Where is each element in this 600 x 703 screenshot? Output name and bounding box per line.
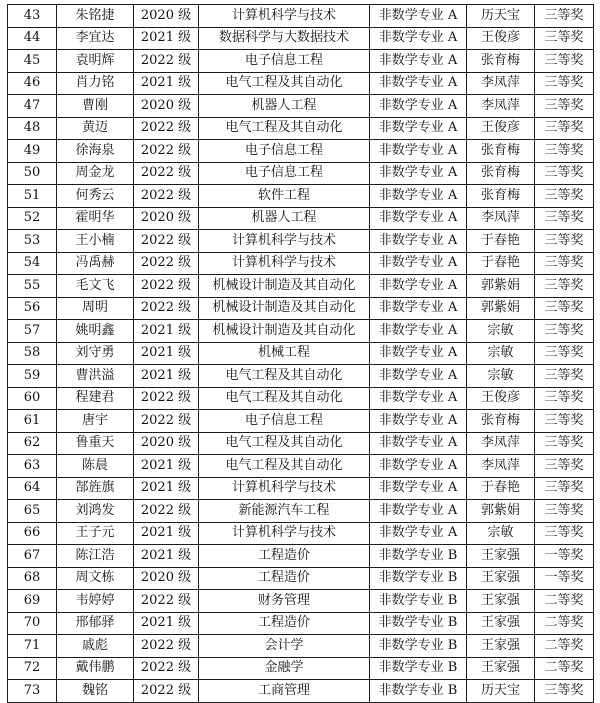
student-name-cell: 韦婷婷 bbox=[57, 590, 134, 613]
table-row bbox=[8, 477, 594, 500]
competition-group-cell: 非数学专业 B bbox=[370, 657, 467, 680]
competition-group-cell: 非数学专业 A bbox=[370, 162, 467, 185]
award-level-cell: 三等奖 bbox=[535, 5, 594, 28]
major-cell: 新能源汽车工程 bbox=[199, 500, 370, 523]
grade-cell: 2022 级 bbox=[134, 657, 199, 680]
competition-group-cell: 非数学专业 A bbox=[370, 27, 467, 50]
award-level-cell: 二等奖 bbox=[535, 590, 594, 613]
table-row bbox=[8, 140, 594, 163]
student-name-cell: 李宜达 bbox=[57, 27, 134, 50]
major-cell: 计算机科学与技术 bbox=[199, 230, 370, 253]
competition-group-cell: 非数学专业 A bbox=[370, 500, 467, 523]
award-level-cell: 三等奖 bbox=[535, 230, 594, 253]
table-row bbox=[8, 567, 594, 590]
award-level-cell: 二等奖 bbox=[535, 657, 594, 680]
student-name-cell: 程建君 bbox=[57, 387, 134, 410]
student-name-cell: 姚明鑫 bbox=[57, 320, 134, 343]
serial-number-cell: 48 bbox=[8, 117, 57, 140]
competition-group-cell: 非数学专业 A bbox=[370, 522, 467, 545]
student-name-cell: 徐海泉 bbox=[57, 140, 134, 163]
student-name-cell: 刘鸿发 bbox=[57, 500, 134, 523]
serial-number-cell: 65 bbox=[8, 500, 57, 523]
serial-number-cell: 59 bbox=[8, 365, 57, 388]
award-level-cell: 二等奖 bbox=[535, 635, 594, 658]
grade-cell: 2022 级 bbox=[134, 252, 199, 275]
serial-number-cell: 56 bbox=[8, 297, 57, 320]
award-level-cell: 三等奖 bbox=[535, 455, 594, 478]
advisor-cell: 宗敏 bbox=[467, 320, 535, 343]
serial-number-cell: 73 bbox=[8, 680, 57, 703]
award-level-cell: 三等奖 bbox=[535, 72, 594, 95]
award-level-cell: 三等奖 bbox=[535, 387, 594, 410]
table-row bbox=[8, 162, 594, 185]
competition-group-cell: 非数学专业 A bbox=[370, 252, 467, 275]
student-name-cell: 陈江浩 bbox=[57, 545, 134, 568]
major-cell: 机械工程 bbox=[199, 342, 370, 365]
advisor-cell: 王俊彦 bbox=[467, 117, 535, 140]
student-name-cell: 魏铭 bbox=[57, 680, 134, 703]
award-level-cell: 三等奖 bbox=[535, 140, 594, 163]
competition-group-cell: 非数学专业 A bbox=[370, 477, 467, 500]
advisor-cell: 张育梅 bbox=[467, 410, 535, 433]
award-level-cell: 三等奖 bbox=[535, 477, 594, 500]
competition-group-cell: 非数学专业 B bbox=[370, 545, 467, 568]
advisor-cell: 张育梅 bbox=[467, 162, 535, 185]
serial-number-cell: 63 bbox=[8, 455, 57, 478]
advisor-cell: 张育梅 bbox=[467, 140, 535, 163]
student-name-cell: 周明 bbox=[57, 297, 134, 320]
competition-group-cell: 非数学专业 A bbox=[370, 365, 467, 388]
grade-cell: 2020 级 bbox=[134, 567, 199, 590]
grade-cell: 2022 级 bbox=[134, 275, 199, 298]
serial-number-cell: 58 bbox=[8, 342, 57, 365]
major-cell: 工商管理 bbox=[199, 680, 370, 703]
competition-group-cell: 非数学专业 A bbox=[370, 432, 467, 455]
award-level-cell: 三等奖 bbox=[535, 252, 594, 275]
serial-number-cell: 67 bbox=[8, 545, 57, 568]
award-level-cell: 三等奖 bbox=[535, 320, 594, 343]
advisor-cell: 王家强 bbox=[467, 657, 535, 680]
grade-cell: 2022 级 bbox=[134, 387, 199, 410]
serial-number-cell: 52 bbox=[8, 207, 57, 230]
table-row bbox=[8, 207, 594, 230]
student-name-cell: 陈晨 bbox=[57, 455, 134, 478]
major-cell: 电气工程及其自动化 bbox=[199, 387, 370, 410]
grade-cell: 2020 级 bbox=[134, 432, 199, 455]
grade-cell: 2022 级 bbox=[134, 297, 199, 320]
advisor-cell: 宗敏 bbox=[467, 365, 535, 388]
major-cell: 数据科学与大数据技术 bbox=[199, 27, 370, 50]
competition-group-cell: 非数学专业 A bbox=[370, 410, 467, 433]
table-row bbox=[8, 117, 594, 140]
major-cell: 软件工程 bbox=[199, 185, 370, 208]
major-cell: 电子信息工程 bbox=[199, 50, 370, 73]
table-row bbox=[8, 50, 594, 73]
advisor-cell: 历天宝 bbox=[467, 680, 535, 703]
award-table-body bbox=[8, 5, 594, 703]
grade-cell: 2022 级 bbox=[134, 50, 199, 73]
competition-group-cell: 非数学专业 A bbox=[370, 185, 467, 208]
student-name-cell: 王子元 bbox=[57, 522, 134, 545]
serial-number-cell: 66 bbox=[8, 522, 57, 545]
grade-cell: 2021 级 bbox=[134, 612, 199, 635]
serial-number-cell: 60 bbox=[8, 387, 57, 410]
advisor-cell: 郭紫娟 bbox=[467, 500, 535, 523]
serial-number-cell: 72 bbox=[8, 657, 57, 680]
serial-number-cell: 51 bbox=[8, 185, 57, 208]
award-level-cell: 三等奖 bbox=[535, 410, 594, 433]
major-cell: 计算机科学与技术 bbox=[199, 5, 370, 28]
major-cell: 机械设计制造及其自动化 bbox=[199, 275, 370, 298]
student-name-cell: 鲁重天 bbox=[57, 432, 134, 455]
competition-group-cell: 非数学专业 A bbox=[370, 342, 467, 365]
competition-group-cell: 非数学专业 B bbox=[370, 635, 467, 658]
advisor-cell: 张育梅 bbox=[467, 50, 535, 73]
table-row bbox=[8, 95, 594, 118]
student-name-cell: 戴伟鹏 bbox=[57, 657, 134, 680]
advisor-cell: 郭紫娟 bbox=[467, 297, 535, 320]
competition-group-cell: 非数学专业 A bbox=[370, 275, 467, 298]
competition-group-cell: 非数学专业 A bbox=[370, 455, 467, 478]
competition-group-cell: 非数学专业 A bbox=[370, 140, 467, 163]
student-name-cell: 刘守勇 bbox=[57, 342, 134, 365]
competition-group-cell: 非数学专业 A bbox=[370, 5, 467, 28]
major-cell: 电气工程及其自动化 bbox=[199, 432, 370, 455]
table-row bbox=[8, 657, 594, 680]
grade-cell: 2022 级 bbox=[134, 140, 199, 163]
award-level-cell: 三等奖 bbox=[535, 50, 594, 73]
table-row bbox=[8, 545, 594, 568]
advisor-cell: 郭紫娟 bbox=[467, 275, 535, 298]
serial-number-cell: 47 bbox=[8, 95, 57, 118]
award-level-cell: 三等奖 bbox=[535, 275, 594, 298]
award-level-cell: 一等奖 bbox=[535, 567, 594, 590]
serial-number-cell: 70 bbox=[8, 612, 57, 635]
grade-cell: 2021 级 bbox=[134, 545, 199, 568]
table-row bbox=[8, 500, 594, 523]
award-list-sheet bbox=[7, 4, 593, 703]
award-table bbox=[7, 4, 594, 703]
table-row bbox=[8, 455, 594, 478]
grade-cell: 2021 级 bbox=[134, 477, 199, 500]
table-row bbox=[8, 365, 594, 388]
competition-group-cell: 非数学专业 B bbox=[370, 612, 467, 635]
award-level-cell: 三等奖 bbox=[535, 297, 594, 320]
major-cell: 工程造价 bbox=[199, 567, 370, 590]
table-row bbox=[8, 72, 594, 95]
table-row bbox=[8, 387, 594, 410]
serial-number-cell: 71 bbox=[8, 635, 57, 658]
advisor-cell: 于春艳 bbox=[467, 230, 535, 253]
advisor-cell: 王俊彦 bbox=[467, 387, 535, 410]
advisor-cell: 宗敏 bbox=[467, 522, 535, 545]
award-level-cell: 三等奖 bbox=[535, 522, 594, 545]
student-name-cell: 冯禹赫 bbox=[57, 252, 134, 275]
student-name-cell: 唐宇 bbox=[57, 410, 134, 433]
student-name-cell: 袁明辉 bbox=[57, 50, 134, 73]
advisor-cell: 张育梅 bbox=[467, 185, 535, 208]
serial-number-cell: 50 bbox=[8, 162, 57, 185]
competition-group-cell: 非数学专业 B bbox=[370, 590, 467, 613]
student-name-cell: 曹洪溢 bbox=[57, 365, 134, 388]
table-row bbox=[8, 252, 594, 275]
major-cell: 机器人工程 bbox=[199, 95, 370, 118]
serial-number-cell: 64 bbox=[8, 477, 57, 500]
serial-number-cell: 55 bbox=[8, 275, 57, 298]
major-cell: 电气工程及其自动化 bbox=[199, 455, 370, 478]
grade-cell: 2020 级 bbox=[134, 95, 199, 118]
advisor-cell: 历天宝 bbox=[467, 5, 535, 28]
grade-cell: 2022 级 bbox=[134, 185, 199, 208]
serial-number-cell: 57 bbox=[8, 320, 57, 343]
major-cell: 计算机科学与技术 bbox=[199, 252, 370, 275]
competition-group-cell: 非数学专业 A bbox=[370, 95, 467, 118]
major-cell: 电子信息工程 bbox=[199, 410, 370, 433]
serial-number-cell: 45 bbox=[8, 50, 57, 73]
serial-number-cell: 54 bbox=[8, 252, 57, 275]
competition-group-cell: 非数学专业 A bbox=[370, 117, 467, 140]
student-name-cell: 郜旌旗 bbox=[57, 477, 134, 500]
competition-group-cell: 非数学专业 A bbox=[370, 297, 467, 320]
student-name-cell: 霍明华 bbox=[57, 207, 134, 230]
major-cell: 电气工程及其自动化 bbox=[199, 117, 370, 140]
award-level-cell: 三等奖 bbox=[535, 185, 594, 208]
award-level-cell: 三等奖 bbox=[535, 342, 594, 365]
student-name-cell: 戚彪 bbox=[57, 635, 134, 658]
grade-cell: 2022 级 bbox=[134, 680, 199, 703]
advisor-cell: 王家强 bbox=[467, 612, 535, 635]
table-row bbox=[8, 410, 594, 433]
grade-cell: 2021 级 bbox=[134, 342, 199, 365]
advisor-cell: 王俊彦 bbox=[467, 27, 535, 50]
major-cell: 金融学 bbox=[199, 657, 370, 680]
major-cell: 会计学 bbox=[199, 635, 370, 658]
award-level-cell: 三等奖 bbox=[535, 680, 594, 703]
major-cell: 财务管理 bbox=[199, 590, 370, 613]
grade-cell: 2021 级 bbox=[134, 522, 199, 545]
competition-group-cell: 非数学专业 A bbox=[370, 72, 467, 95]
table-row bbox=[8, 342, 594, 365]
table-row bbox=[8, 27, 594, 50]
competition-group-cell: 非数学专业 B bbox=[370, 680, 467, 703]
student-name-cell: 王小楠 bbox=[57, 230, 134, 253]
competition-group-cell: 非数学专业 A bbox=[370, 387, 467, 410]
award-level-cell: 三等奖 bbox=[535, 365, 594, 388]
student-name-cell: 周金龙 bbox=[57, 162, 134, 185]
competition-group-cell: 非数学专业 A bbox=[370, 207, 467, 230]
grade-cell: 2021 级 bbox=[134, 320, 199, 343]
competition-group-cell: 非数学专业 A bbox=[370, 50, 467, 73]
serial-number-cell: 53 bbox=[8, 230, 57, 253]
award-level-cell: 三等奖 bbox=[535, 27, 594, 50]
advisor-cell: 王家强 bbox=[467, 545, 535, 568]
advisor-cell: 李凤萍 bbox=[467, 72, 535, 95]
grade-cell: 2021 级 bbox=[134, 72, 199, 95]
grade-cell: 2020 级 bbox=[134, 5, 199, 28]
table-row bbox=[8, 320, 594, 343]
table-row bbox=[8, 185, 594, 208]
competition-group-cell: 非数学专业 A bbox=[370, 320, 467, 343]
serial-number-cell: 68 bbox=[8, 567, 57, 590]
award-level-cell: 三等奖 bbox=[535, 117, 594, 140]
advisor-cell: 李凤萍 bbox=[467, 455, 535, 478]
table-row bbox=[8, 590, 594, 613]
serial-number-cell: 61 bbox=[8, 410, 57, 433]
advisor-cell: 王家强 bbox=[467, 635, 535, 658]
serial-number-cell: 43 bbox=[8, 5, 57, 28]
award-level-cell: 三等奖 bbox=[535, 162, 594, 185]
major-cell: 工程造价 bbox=[199, 545, 370, 568]
grade-cell: 2022 级 bbox=[134, 635, 199, 658]
advisor-cell: 李凤萍 bbox=[467, 207, 535, 230]
grade-cell: 2020 级 bbox=[134, 207, 199, 230]
serial-number-cell: 62 bbox=[8, 432, 57, 455]
table-row bbox=[8, 522, 594, 545]
award-level-cell: 一等奖 bbox=[535, 545, 594, 568]
student-name-cell: 周文栋 bbox=[57, 567, 134, 590]
advisor-cell: 王家强 bbox=[467, 590, 535, 613]
student-name-cell: 毛文飞 bbox=[57, 275, 134, 298]
grade-cell: 2022 级 bbox=[134, 410, 199, 433]
table-row bbox=[8, 230, 594, 253]
serial-number-cell: 44 bbox=[8, 27, 57, 50]
serial-number-cell: 69 bbox=[8, 590, 57, 613]
student-name-cell: 何秀云 bbox=[57, 185, 134, 208]
student-name-cell: 朱铭捷 bbox=[57, 5, 134, 28]
serial-number-cell: 49 bbox=[8, 140, 57, 163]
major-cell: 电子信息工程 bbox=[199, 162, 370, 185]
serial-number-cell: 46 bbox=[8, 72, 57, 95]
advisor-cell: 于春艳 bbox=[467, 477, 535, 500]
student-name-cell: 黄迈 bbox=[57, 117, 134, 140]
grade-cell: 2022 级 bbox=[134, 230, 199, 253]
award-level-cell: 三等奖 bbox=[535, 500, 594, 523]
student-name-cell: 肖力铭 bbox=[57, 72, 134, 95]
award-level-cell: 二等奖 bbox=[535, 612, 594, 635]
table-row bbox=[8, 297, 594, 320]
major-cell: 电子信息工程 bbox=[199, 140, 370, 163]
table-row bbox=[8, 5, 594, 28]
competition-group-cell: 非数学专业 B bbox=[370, 567, 467, 590]
advisor-cell: 李凤萍 bbox=[467, 95, 535, 118]
student-name-cell: 邢郁驿 bbox=[57, 612, 134, 635]
advisor-cell: 李凤萍 bbox=[467, 432, 535, 455]
major-cell: 机器人工程 bbox=[199, 207, 370, 230]
competition-group-cell: 非数学专业 A bbox=[370, 230, 467, 253]
grade-cell: 2022 级 bbox=[134, 590, 199, 613]
table-row bbox=[8, 680, 594, 703]
advisor-cell: 于春艳 bbox=[467, 252, 535, 275]
grade-cell: 2022 级 bbox=[134, 500, 199, 523]
major-cell: 计算机科学与技术 bbox=[199, 477, 370, 500]
table-row bbox=[8, 432, 594, 455]
table-row bbox=[8, 612, 594, 635]
advisor-cell: 王家强 bbox=[467, 567, 535, 590]
grade-cell: 2022 级 bbox=[134, 117, 199, 140]
major-cell: 电气工程及其自动化 bbox=[199, 365, 370, 388]
grade-cell: 2021 级 bbox=[134, 455, 199, 478]
grade-cell: 2022 级 bbox=[134, 162, 199, 185]
table-row bbox=[8, 635, 594, 658]
award-level-cell: 三等奖 bbox=[535, 432, 594, 455]
advisor-cell: 宗敏 bbox=[467, 342, 535, 365]
major-cell: 工程造价 bbox=[199, 612, 370, 635]
major-cell: 计算机科学与技术 bbox=[199, 522, 370, 545]
table-row bbox=[8, 275, 594, 298]
award-level-cell: 三等奖 bbox=[535, 207, 594, 230]
student-name-cell: 曹刚 bbox=[57, 95, 134, 118]
grade-cell: 2021 级 bbox=[134, 365, 199, 388]
major-cell: 机械设计制造及其自动化 bbox=[199, 320, 370, 343]
major-cell: 电气工程及其自动化 bbox=[199, 72, 370, 95]
award-level-cell: 三等奖 bbox=[535, 95, 594, 118]
grade-cell: 2021 级 bbox=[134, 27, 199, 50]
major-cell: 机械设计制造及其自动化 bbox=[199, 297, 370, 320]
